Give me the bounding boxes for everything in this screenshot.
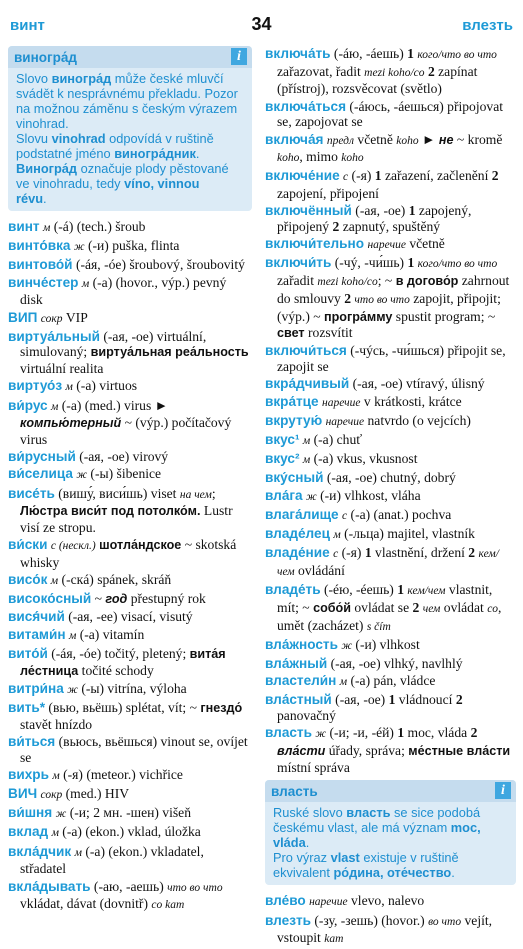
info-box-line: svádět k nesprávnému překladu. Pozor (16, 86, 238, 101)
dictionary-entry: ви́селица ж (-ы) šibenice (8, 466, 162, 482)
left-column (8, 46, 252, 915)
dictionary-entry: вихрь м (-я) (meteor.) vichřice (8, 766, 183, 782)
info-box-line: vinohrad. (16, 116, 69, 131)
info-box-line: Виногра́д označuje plody pěstované (16, 161, 229, 176)
info-icon: i (231, 48, 247, 65)
dictionary-entry: владе́лец м (-льца) majitel, vlastník (265, 525, 475, 541)
info-box-vinograd (8, 46, 252, 211)
page-header (0, 0, 523, 40)
info-box-line: Slovo виногра́д může české mluvčí (16, 71, 224, 86)
dictionary-entry: ви́ться (вьюсь, вьёшься) vinout se, ovíjet se (8, 733, 248, 765)
info-box-line: na možnou záměnu s českým výrazem (16, 101, 238, 116)
entry-list-right-bottom (265, 893, 516, 948)
dictionary-entry: вися́чий (-ая, -ee) visací, visutý (8, 609, 193, 625)
dictionary-entry: включённый (-ая, -oe) 1 zapojený, připojený 2 zapnutý, spuštěný (265, 203, 472, 235)
dictionary-entry: вкус¹ м (-a) chuť (265, 431, 363, 447)
info-box-vlast (265, 780, 516, 885)
dictionary-entry: вкла́дывать (-аю, -аешь) что во что vkládat, dávat (dovnitř) co kam (8, 878, 223, 912)
entry-list-left (8, 219, 252, 914)
info-box-body (265, 802, 516, 885)
dictionary-entry: виртуо́з м (-a) virtuos (8, 378, 138, 394)
dictionary-entry: висо́к м (-скá) spánek, skráň (8, 572, 172, 588)
info-box-line: révu. (16, 191, 47, 206)
dictionary-entry: ВИЧ сокр (med.) HIV (8, 786, 130, 801)
dictionary-entry: витами́н м (-a) vitamín (8, 626, 145, 642)
dictionary-entry: ВИП сокр VIP (8, 309, 88, 325)
info-box-line: ekvivalent ро́дина, оте́чество. (273, 865, 455, 881)
info-box-title (265, 780, 516, 802)
dictionary-entry: винтово́й (-áя, -óe) šroubový, šroubovitý (8, 257, 245, 273)
info-box-body (8, 68, 252, 211)
entry-list-right (265, 46, 516, 775)
dictionary-entry: вклад м (-a) (ekon.) vklad, úložka (8, 824, 201, 840)
info-box-line: Pro výraz vlast existuje v ruštině (273, 850, 459, 866)
dictionary-entry: включа́ть (-áю, -áешь) 1 кого/что во что zařazovat, řadit mezi koho/co 2 zapínat (přístroj), rozsvěcovat (světlo) (265, 46, 497, 97)
info-box-line: vláda. (273, 835, 310, 851)
dictionary-entry: вкра́тце наречие v krátkosti, krátce (265, 393, 462, 409)
dictionary-entry: вкра́дчивый (-ая, -oe) vtíravý, úlisný (265, 376, 485, 392)
dictionary-entry: висе́ть (вишу́, виси́шь) viset на чем; Лю́стра виси́т под потолко́м. Lustr visí ze stropu. (8, 485, 233, 535)
dictionary-entry: власть ж (-и; -и, -éй) 1 moc, vláda 2 вла́сти úřady, správa; ме́стные вла́сти místní správa (265, 725, 511, 775)
info-box-line: českému vlast, ale má význam moc, (273, 820, 481, 836)
dictionary-entry: властели́н м (-a) pán, vládce (265, 673, 436, 689)
dictionary-entry: високо́сный ~ год přestupný rok (8, 591, 206, 607)
info-box-title (8, 46, 252, 68)
dictionary-entry: владе́ть (-éю, -éешь) 1 кем/чем vlastnit, mít; ~ собо́й ovládat se 2 чем ovládat co, umět (zacházet) s čím (265, 582, 502, 633)
dictionary-entry: винт м (-á) (tech.) šroub (8, 219, 146, 234)
dictionary-entry: виртуа́льный (-ая, -oe) virtuální, simulovaný; виртуа́льная реа́льность virtuální realita (8, 328, 249, 377)
page-number: 34 (251, 14, 272, 34)
dictionary-entry: владе́ние с (-я) 1 vlastnění, držení 2 кем/чем ovládání (265, 545, 499, 578)
dictionary-entry: витри́на ж (-ы) vitrína, výloha (8, 680, 187, 696)
dictionary-entry: вла́жность ж (-и) vlhkost (265, 636, 420, 652)
dictionary-entry: включа́ться (-áюсь, -áешься) připojovat se, zapojovat se (265, 98, 504, 130)
dictionary-entry: включи́ть (-чý, -чи́шь) 1 кого/что во что zařadit mezi koho/co; ~ в догово́р zahrnout do smlouvy 2 что во что zapojit, připojit; (výp.) ~ програ́мму spustit program; ~ свет rozsvítit (265, 255, 510, 341)
dictionary-entry: ви́рус м (-a) (med.) virus ► компью́терный ~ (výp.) počítačový virus (8, 397, 232, 447)
info-box-line: podstatné jméno виногра́дник. (16, 146, 200, 161)
dictionary-entry: винче́стер м (-a) (hovor., výp.) pevný disk (8, 274, 227, 308)
dictionary-entry: включи́тельно наречие včetně (265, 236, 445, 252)
dictionary-entry: включе́ние с (-я) 1 zařazení, začlenění 2 zapojení, připojení (265, 168, 499, 202)
info-icon: i (495, 782, 511, 799)
dictionary-entry: вкрутую́ наречие natvrdo (o vejcích) (265, 412, 471, 428)
right-column (265, 46, 516, 949)
dictionary-entry: вле́во наречие vlevo, nalevo (265, 893, 425, 909)
dictionary-entry: вла́стный (-ая, -oe) 1 vládnoucí 2 panovačný (265, 692, 463, 724)
dictionary-entry: ви́русный (-ая, -oe) virový (8, 449, 169, 465)
dictionary-entry: вито́й (-áя, -óe) točitý, pletený; вита́я ле́стница točité schody (8, 645, 226, 678)
dictionary-entry: ви́шня ж (-и; 2 мн. -шен) višeň (8, 805, 191, 821)
header-first-entry: винт (10, 17, 45, 34)
dictionary-entry: вла́га ж (-и) vlhkost, vláha (265, 487, 421, 503)
dictionary-entry: вку́сный (-ая, -oe) chutný, dobrý (265, 470, 456, 486)
dictionary-entry: винто́вка ж (-и) puška, flinta (8, 238, 180, 254)
header-last-entry: влезть (462, 17, 513, 34)
dictionary-entry: влезть (-зу, -зешь) (hovor.) во что vejít, vstoupit kam (265, 912, 493, 946)
info-box-line: ve vinohradu, tedy víno, vinnou (16, 176, 200, 191)
dictionary-entry: вкла́дчик м (-a) (ekon.) vkladatel, střadatel (8, 843, 204, 877)
info-box-line: Slovu vinohrad odpovídá v ruštině (16, 131, 214, 146)
info-box-heading: виногра́д (14, 50, 77, 65)
dictionary-entry: включа́я предл včetně koho ► не ~ kromě koho, mimo koho (265, 131, 503, 165)
dictionary-entry: влага́лище с (-a) (anat.) pochva (265, 506, 452, 522)
dictionary-entry: включи́ться (-чýсь, -чи́шься) připojit se, zapojit se (265, 343, 506, 375)
dictionary-entry: вкус² м (-a) vkus, vkusnost (265, 451, 418, 467)
dictionary-entry: вла́жный (-ая, -oe) vlhký, navlhlý (265, 655, 463, 671)
dictionary-entry: вить* (вью, вьёшь) splétat, vít; ~ гнездо́ stavět hnízdo (8, 699, 243, 732)
dictionary-entry: ви́ски с (нескл.) шотла́ндское ~ skotská whisky (8, 537, 237, 570)
info-box-heading: власть (271, 784, 318, 800)
info-box-line: Ruské slovo власть se sice podobá (273, 805, 481, 821)
